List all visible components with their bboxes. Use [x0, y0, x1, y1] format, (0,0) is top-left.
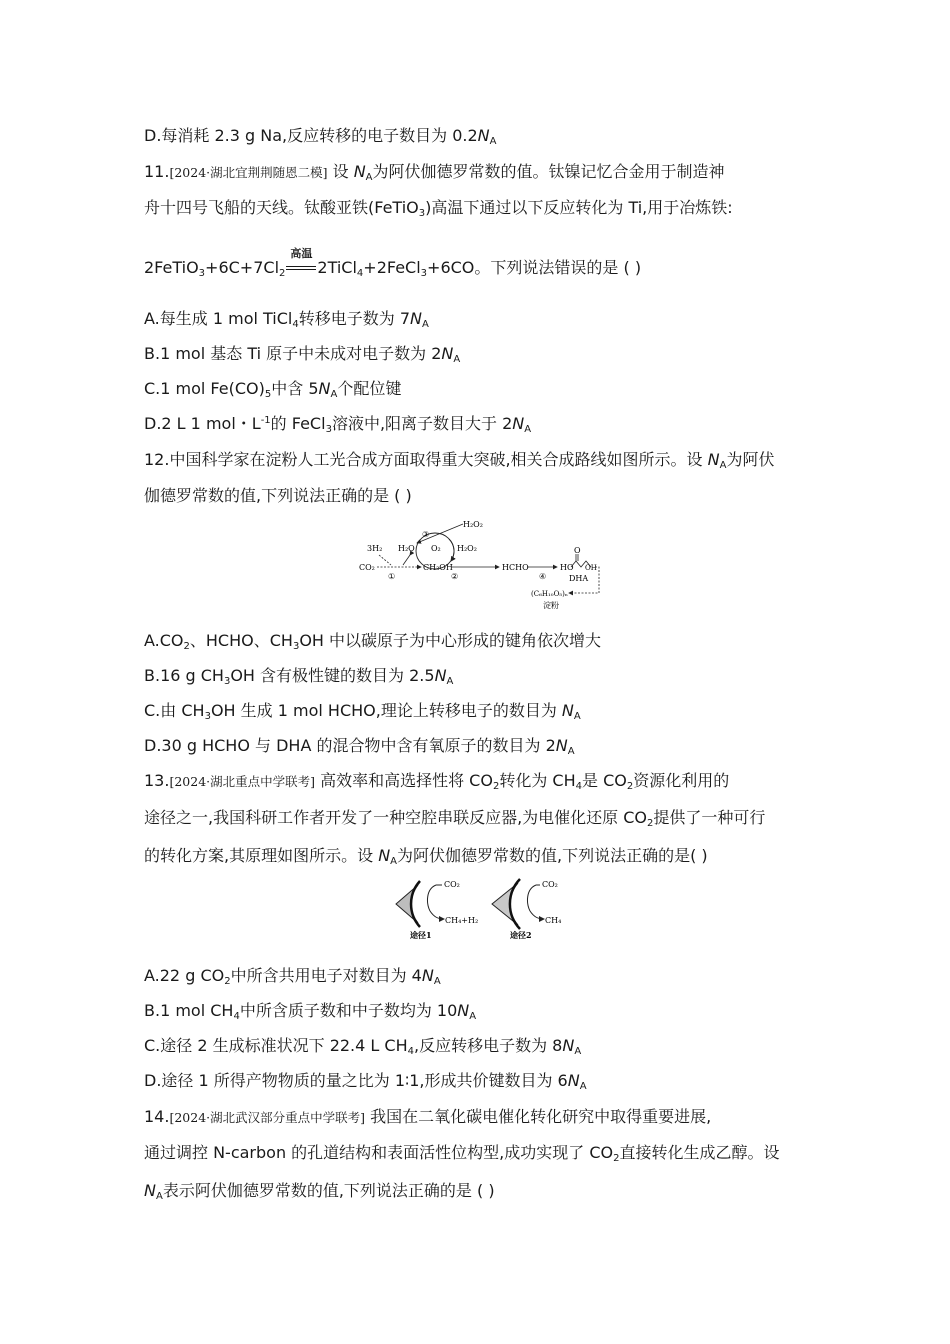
p1-products: CH₄+H₂: [445, 916, 479, 925]
q13-option-d: D.途径 1 所得产物物质的量之比为 1∶1,形成共价键数目为 $6N_A$: [144, 1071, 587, 1092]
q11-equation: $2FeTiO_3+6C+7Cl_2$ 高温 2TiCl$_4$+2FeCl$_3$+6CO。下列说法错误的是 ( ): [144, 247, 642, 279]
dg-h2o2-top: H₂O₂: [463, 520, 483, 529]
dg-hcho: HCHO: [502, 563, 529, 572]
p1-co2: CO₂: [444, 880, 460, 889]
q11-option-a: A.每生成 1 mol TiCl$_4$转移电子数为 $7N_A$: [144, 309, 429, 330]
reaction-condition: 高温: [285, 257, 317, 279]
q13-option-a: A.22 g $CO_2$中所含共用电子对数目为 $4N_A$: [144, 966, 441, 987]
q14-stem-line1: 14.[2024·湖北武汉部分重点中学联考] 我国在二氧化碳电催化转化研究中取得重要进展,: [144, 1107, 712, 1126]
dg-o2: O₂: [431, 544, 441, 553]
q14-source: [2024·湖北武汉部分重点中学联考]: [169, 1110, 365, 1125]
dg-step3: ③: [422, 530, 430, 539]
q13-stem-line3: 的转化方案,其原理如图所示。设 $N_A$为阿伏伽德罗常数的值,下列说法正确的是( ): [144, 846, 708, 867]
q12-stem-line2: 伽德罗常数的值,下列说法正确的是 ( ): [144, 486, 412, 505]
p2-products: CH₄: [545, 916, 562, 925]
q12-stem-line1: 12.中国科学家在淀粉人工光合成方面取得重大突破,相关合成路线如图所示。设 $N_A$为阿伏: [144, 450, 775, 471]
q12-option-a: $A.CO_2$、HCHO、$CH_3OH$ 中以碳原子为中心形成的键角依次增大: [144, 631, 602, 652]
dg-starch-formula: (C₆H₁₀O₅)ₙ: [531, 590, 568, 598]
dg-h2o: H₂O: [398, 544, 415, 553]
dg-starch-name: 淀粉: [543, 601, 559, 610]
q13-source: [2024·湖北重点中学联考]: [169, 774, 315, 789]
cavity-reactor-diagram: [388, 873, 568, 943]
q13-stem-line1: 13.[2024·湖北重点中学联考] 高效率和高选择性将 $CO_2$转化为 $CH_4$是 $CO_2$资源化利用的: [144, 771, 730, 792]
dg-h2o2-mid: H₂O₂: [457, 544, 477, 553]
q12-option-d: D.30 g HCHO 与 DHA 的混合物中含有氧原子的数目为 $2N_A$: [144, 736, 575, 757]
q11-source: [2024·湖北宜荆荆随恩二模]: [169, 165, 328, 180]
q11-option-d: D.2 L 1 mol・$L^{-1}$的 FeCl$_3$溶液中,阳离子数目大于 $2N_A$: [144, 414, 532, 435]
q14-stem-line3: $N_A$表示阿伏伽德罗常数的值,下列说法正确的是 ( ): [144, 1181, 495, 1202]
q11-stem-line2: 舟十四号飞船的天线。钛酸亚铁(FeTiO$_3$)高温下通过以下反应转化为 Ti,用于冶炼铁:: [144, 198, 733, 219]
q11-option-c: C.1 mol $Fe(CO)_5$中含 $5N_A$个配位键: [144, 379, 402, 400]
q11-option-b: B.1 mol 基态 Ti 原子中未成对电子数为 $2N_A$: [144, 344, 461, 365]
q12-option-c: C.由 $CH_3OH$ 生成 1 mol HCHO,理论上转移电子的数目为 $N_A$: [144, 701, 581, 722]
starch-synthesis-diagram: [355, 513, 600, 615]
q13-option-c: C.途径 2 生成标准状况下 22.4 L $CH_4$,反应转移电子数为 $8N_A$: [144, 1036, 582, 1057]
dg-step4: ④: [539, 572, 547, 581]
p2-label: 途径2: [510, 930, 532, 940]
q13-stem-line2: 途径之一,我国科研工作者开发了一种空腔串联反应器,为电催化还原 $CO_2$提供了一种可行: [144, 808, 766, 829]
dg-ch3oh: CH₃OH: [423, 563, 453, 572]
dg-dha: DHA: [569, 574, 589, 583]
dg-carbonyl-o: O: [574, 546, 581, 555]
q10-option-d: D.每消耗 2.3 g Na,反应转移的电子数目为 $0.2N_A$: [144, 126, 497, 147]
p1-label: 途径1: [410, 930, 432, 940]
p2-co2: CO₂: [542, 880, 558, 889]
dg-co2: CO₂: [359, 563, 375, 572]
dg-step2: ②: [451, 572, 459, 581]
q14-stem-line2: 通过调控 N-carbon 的孔道结构和表面活性位构型,成功实现了 $CO_2$直接转化生成乙醇。设: [144, 1143, 780, 1164]
dg-oh: OH: [585, 564, 597, 572]
dg-ho: HO: [560, 563, 574, 572]
q13-option-b: B.1 mol $CH_4$中所含质子数和中子数均为 $10N_A$: [144, 1001, 477, 1022]
q11-stem-line1: 11.[2024·湖北宜荆荆随恩二模] 设 $N_A$为阿伏伽德罗常数的值。钛镍记忆合金用于制造神: [144, 162, 725, 183]
dg-3h2: 3H₂: [367, 544, 383, 553]
dg-step1: ①: [388, 572, 396, 581]
q12-option-b: B.16 g $CH_3OH$ 含有极性键的数目为 $2.5N_A$: [144, 666, 454, 687]
